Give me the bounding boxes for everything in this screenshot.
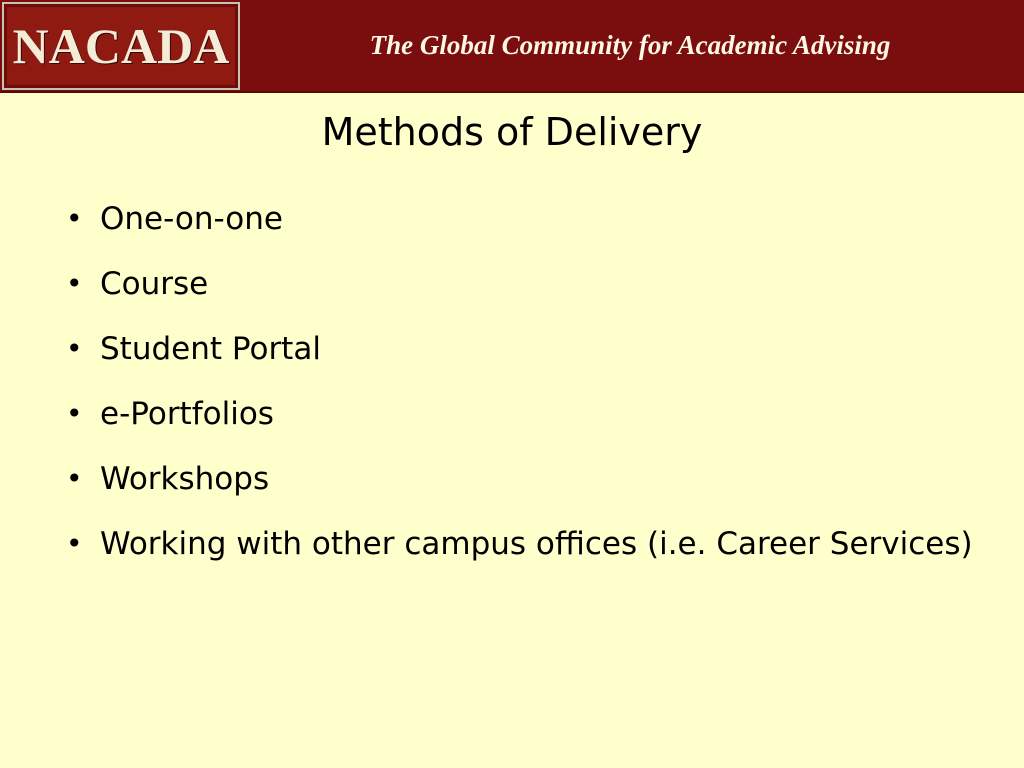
nacada-logo	[2, 2, 240, 90]
bullet-item	[62, 327, 982, 371]
bullet-dot-icon: •	[66, 462, 83, 495]
bullet-item	[62, 457, 982, 501]
bullet-item	[62, 522, 982, 566]
bullet-list	[62, 197, 982, 587]
slide-title: Methods of Delivery	[321, 110, 703, 154]
logo-text: NACADA	[12, 18, 230, 74]
bullet-text: One-on-one	[100, 201, 283, 237]
bullet-text: Student Portal	[100, 331, 321, 367]
bullet-text: Workshops	[100, 461, 270, 497]
bullet-item	[62, 262, 982, 306]
bullet-item	[62, 392, 982, 436]
bullet-dot-icon: •	[66, 202, 83, 235]
bullet-dot-icon: •	[66, 397, 83, 430]
bullet-dot-icon: •	[66, 527, 83, 560]
bullet-text: e-Portfolios	[100, 396, 274, 432]
header-tagline: The Global Community for Academic Advising	[369, 30, 891, 60]
header-bar	[0, 0, 1024, 93]
bullet-dot-icon: •	[66, 267, 83, 300]
bullet-text: Working with other campus offices (i.e. Career Services)	[100, 526, 973, 562]
bullet-text: Course	[100, 266, 209, 302]
bullet-dot-icon: •	[66, 332, 83, 365]
bullet-item	[62, 197, 982, 241]
